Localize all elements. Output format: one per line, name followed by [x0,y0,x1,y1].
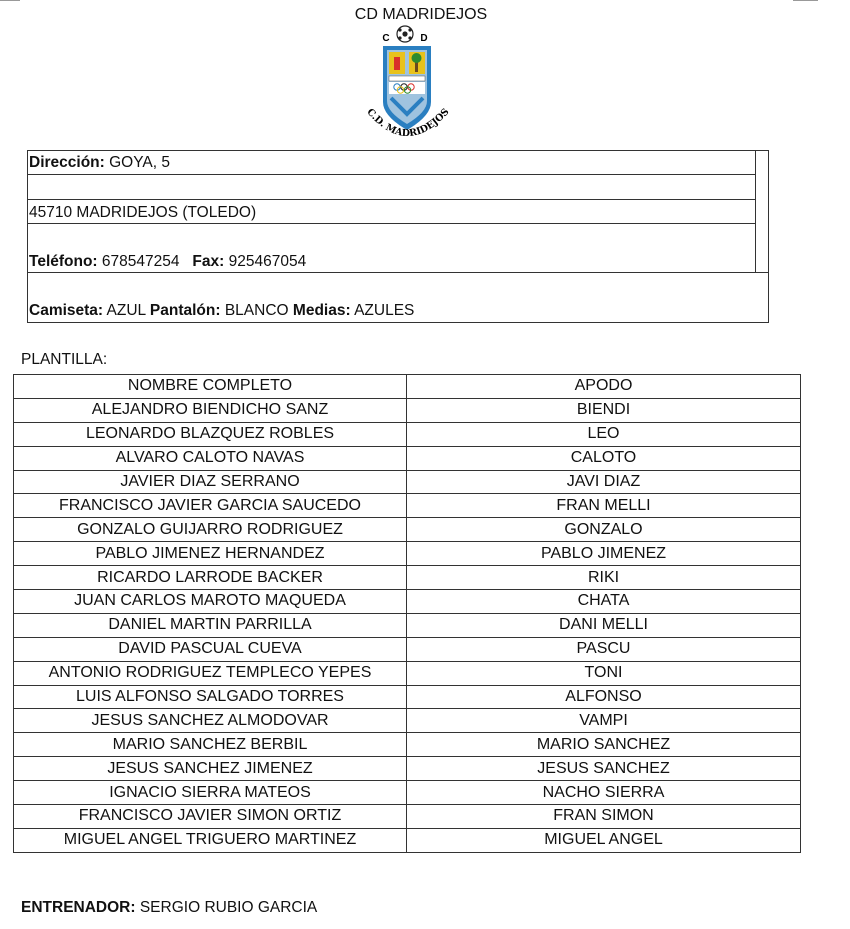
player-nickname: FRAN MELLI [407,494,801,518]
kit-line [29,302,414,320]
player-nickname: ALFONSO [407,685,801,709]
player-nickname: DANI MELLI [407,613,801,637]
phone-fax-line [29,253,306,271]
player-nickname: JAVI DIAZ [407,470,801,494]
player-nickname: GONZALO [407,518,801,542]
header-full-name: NOMBRE COMPLETO [14,375,407,399]
shirt-value: AZUL [106,302,146,319]
table-row [14,398,801,422]
table-row [14,566,801,590]
player-full-name: GONZALO GUIJARRO RODRIGUEZ [14,518,407,542]
socks-value: AZULES [354,302,415,319]
player-nickname: LEO [407,422,801,446]
player-nickname: BIENDI [407,398,801,422]
table-row [14,661,801,685]
player-nickname: PABLO JIMENEZ [407,542,801,566]
player-full-name: JESUS SANCHEZ ALMODOVAR [14,709,407,733]
table-row [14,733,801,757]
table-row [14,709,801,733]
club-crest-logo [355,24,459,152]
player-full-name: ALEJANDRO BIENDICHO SANZ [14,398,407,422]
coach-label: ENTRENADOR: [21,899,136,916]
coach-value: SERGIO RUBIO GARCIA [139,899,318,916]
player-full-name: ALVARO CALOTO NAVAS [14,446,407,470]
shorts-value: BLANCO [224,302,289,319]
player-nickname: MARIO SANCHEZ [407,733,801,757]
fax-value: 925467054 [228,253,307,270]
player-full-name: IGNACIO SIERRA MATEOS [14,781,407,805]
player-full-name: JAVIER DIAZ SERRANO [14,470,407,494]
table-row [14,494,801,518]
player-full-name: PABLO JIMENEZ HERNANDEZ [14,542,407,566]
coach-line [21,899,317,917]
crest-initial-d: D [420,33,428,44]
table-row [14,613,801,637]
player-nickname: TONI [407,661,801,685]
player-full-name: MARIO SANCHEZ BERBIL [14,733,407,757]
page-corner-right [793,0,818,1]
player-full-name: JESUS SANCHEZ JIMENEZ [14,757,407,781]
table-row [14,518,801,542]
player-nickname: NACHO SIERRA [407,781,801,805]
player-nickname: CALOTO [407,446,801,470]
city-line: 45710 MADRIDEJOS (TOLEDO) [29,204,257,221]
roster-label: PLANTILLA: [21,351,108,368]
header-nickname: APODO [407,375,801,399]
shorts-label: Pantalón: [149,302,221,319]
crest-initial-c: C [382,33,390,44]
crest-banner-text: C.D. MADRIDEJOS [364,106,452,140]
player-nickname: PASCU [407,637,801,661]
address-value: GOYA, 5 [109,154,170,171]
player-full-name: ANTONIO RODRIGUEZ TEMPLECO YEPES [14,661,407,685]
player-full-name: JUAN CARLOS MAROTO MAQUEDA [14,590,407,614]
player-full-name: DAVID PASCUAL CUEVA [14,637,407,661]
player-nickname: CHATA [407,590,801,614]
table-row [14,422,801,446]
table-row [14,828,801,852]
player-nickname: FRAN SIMON [407,805,801,829]
fax-label: Fax: [192,253,225,270]
player-full-name: DANIEL MARTIN PARRILLA [14,613,407,637]
table-row [14,446,801,470]
table-row [14,757,801,781]
page-corner-left [0,0,20,1]
phone-label: Teléfono: [29,253,98,270]
player-full-name: MIGUEL ANGEL TRIGUERO MARTINEZ [14,828,407,852]
player-nickname: MIGUEL ANGEL [407,828,801,852]
phone-value: 678547254 [101,253,180,270]
player-full-name: LUIS ALFONSO SALGADO TORRES [14,685,407,709]
table-row [14,542,801,566]
roster-table [13,374,801,853]
player-full-name: LEONARDO BLAZQUEZ ROBLES [14,422,407,446]
player-nickname: RIKI [407,566,801,590]
address-line [29,154,170,172]
socks-label: Medias: [292,302,351,319]
table-row [14,685,801,709]
table-row [14,805,801,829]
address-label: Dirección: [29,154,105,171]
table-row [14,637,801,661]
table-row [14,590,801,614]
roster-body [14,398,801,852]
club-title: CD MADRIDEJOS [354,6,488,23]
player-full-name: FRANCISCO JAVIER SIMON ORTIZ [14,805,407,829]
shirt-label: Camiseta: [29,302,104,319]
player-full-name: RICARDO LARRODE BACKER [14,566,407,590]
table-row [14,470,801,494]
roster-header-row [14,375,801,399]
player-nickname: VAMPI [407,709,801,733]
player-nickname: JESUS SANCHEZ [407,757,801,781]
player-full-name: FRANCISCO JAVIER GARCIA SAUCEDO [14,494,407,518]
club-info-box [27,150,769,323]
table-row [14,781,801,805]
